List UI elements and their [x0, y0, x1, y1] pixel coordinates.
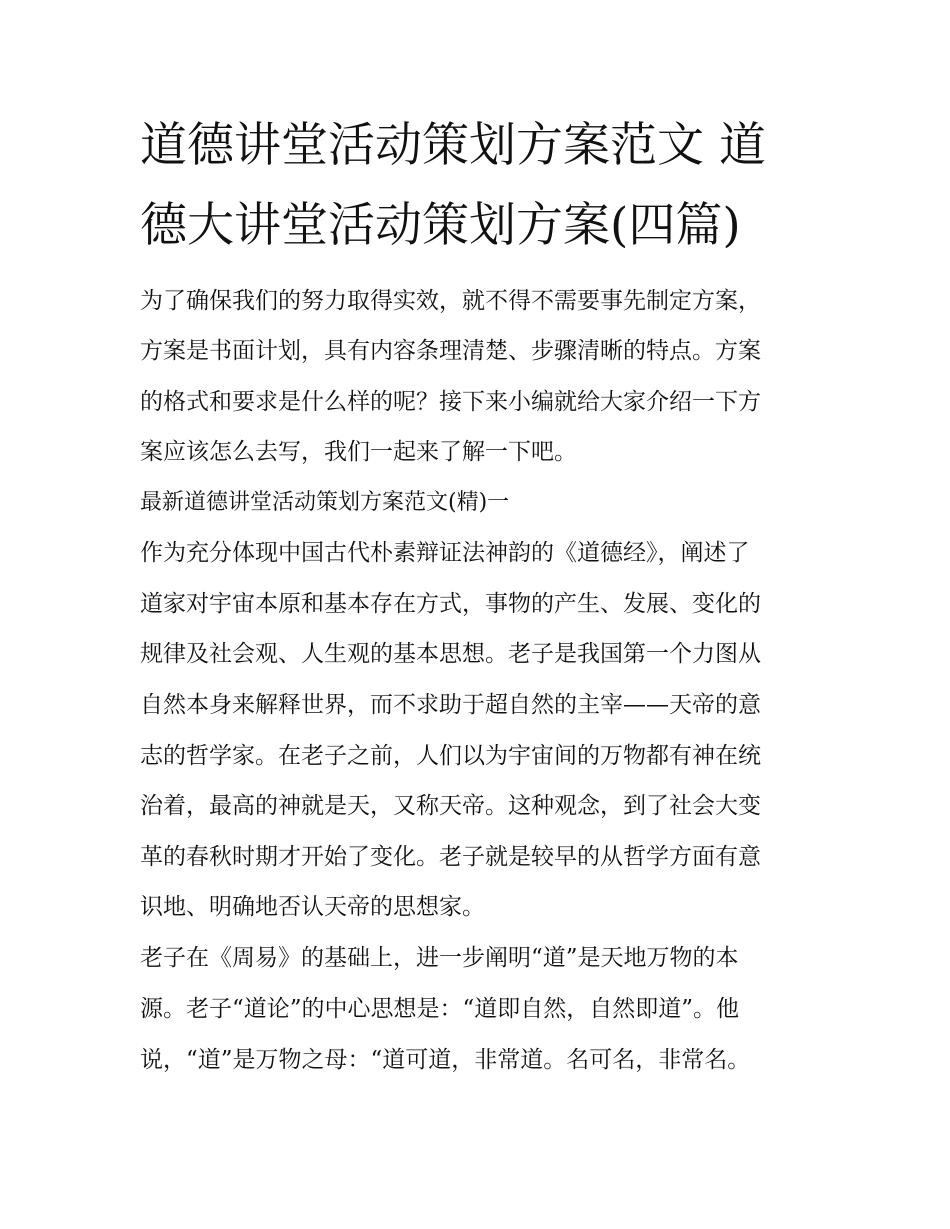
section-heading: 最新道德讲堂活动策划方案范文(精)一: [140, 490, 510, 515]
paragraph-line: 的格式和要求是什么样的呢？接下来小编就给大家介绍一下方: [140, 389, 761, 415]
paragraph-line: 作为充分体现中国古代朴素辩证法神韵的《道德经》，阐述了: [140, 540, 750, 566]
paragraph-line: 志的哲学家。在老子之前，人们以为宇宙间的万物都有神在统: [140, 743, 761, 769]
paragraph-line: 源。老子“道论”的中心思想是：“道即自然，自然即道”。他: [140, 996, 740, 1022]
paragraph-line: 为了确保我们的努力取得实效，就不得不需要事先制定方案，: [140, 288, 761, 314]
paragraph-line: 治着，最高的神就是天，又称天帝。这种观念，到了社会大变: [140, 793, 761, 819]
paragraph-line: 道家对宇宙本原和基本存在方式，事物的产生、发展、变化的: [140, 591, 761, 617]
paragraph-line: 方案是书面计划，具有内容条理清楚、步骤清晰的特点。方案: [140, 338, 761, 364]
paragraph-line: 规律及社会观、人生观的基本思想。老子是我国第一个力图从: [140, 641, 761, 667]
paragraph-line: 说，“道”是万物之母：“道可道，非常道。名可名，非常名。: [140, 1047, 751, 1073]
document-title-line-1: 道德讲堂活动策划方案范文 道: [140, 118, 766, 173]
paragraph-line: 老子在《周易》的基础上，进一步阐明“道”是天地万物的本: [140, 945, 739, 971]
document-title-line-2: 德大讲堂活动策划方案(四篇): [140, 198, 741, 253]
paragraph-line: 自然本身来解释世界，而不求助于超自然的主宰——天帝的意: [140, 692, 761, 718]
paragraph-line: 案应该怎么去写，我们一起来了解一下吧。: [140, 439, 577, 465]
paragraph-line: 识地、明确地否认天帝的思想家。: [140, 894, 485, 920]
paragraph-line: 革的春秋时期才开始了变化。老子就是较早的从哲学方面有意: [140, 844, 761, 870]
